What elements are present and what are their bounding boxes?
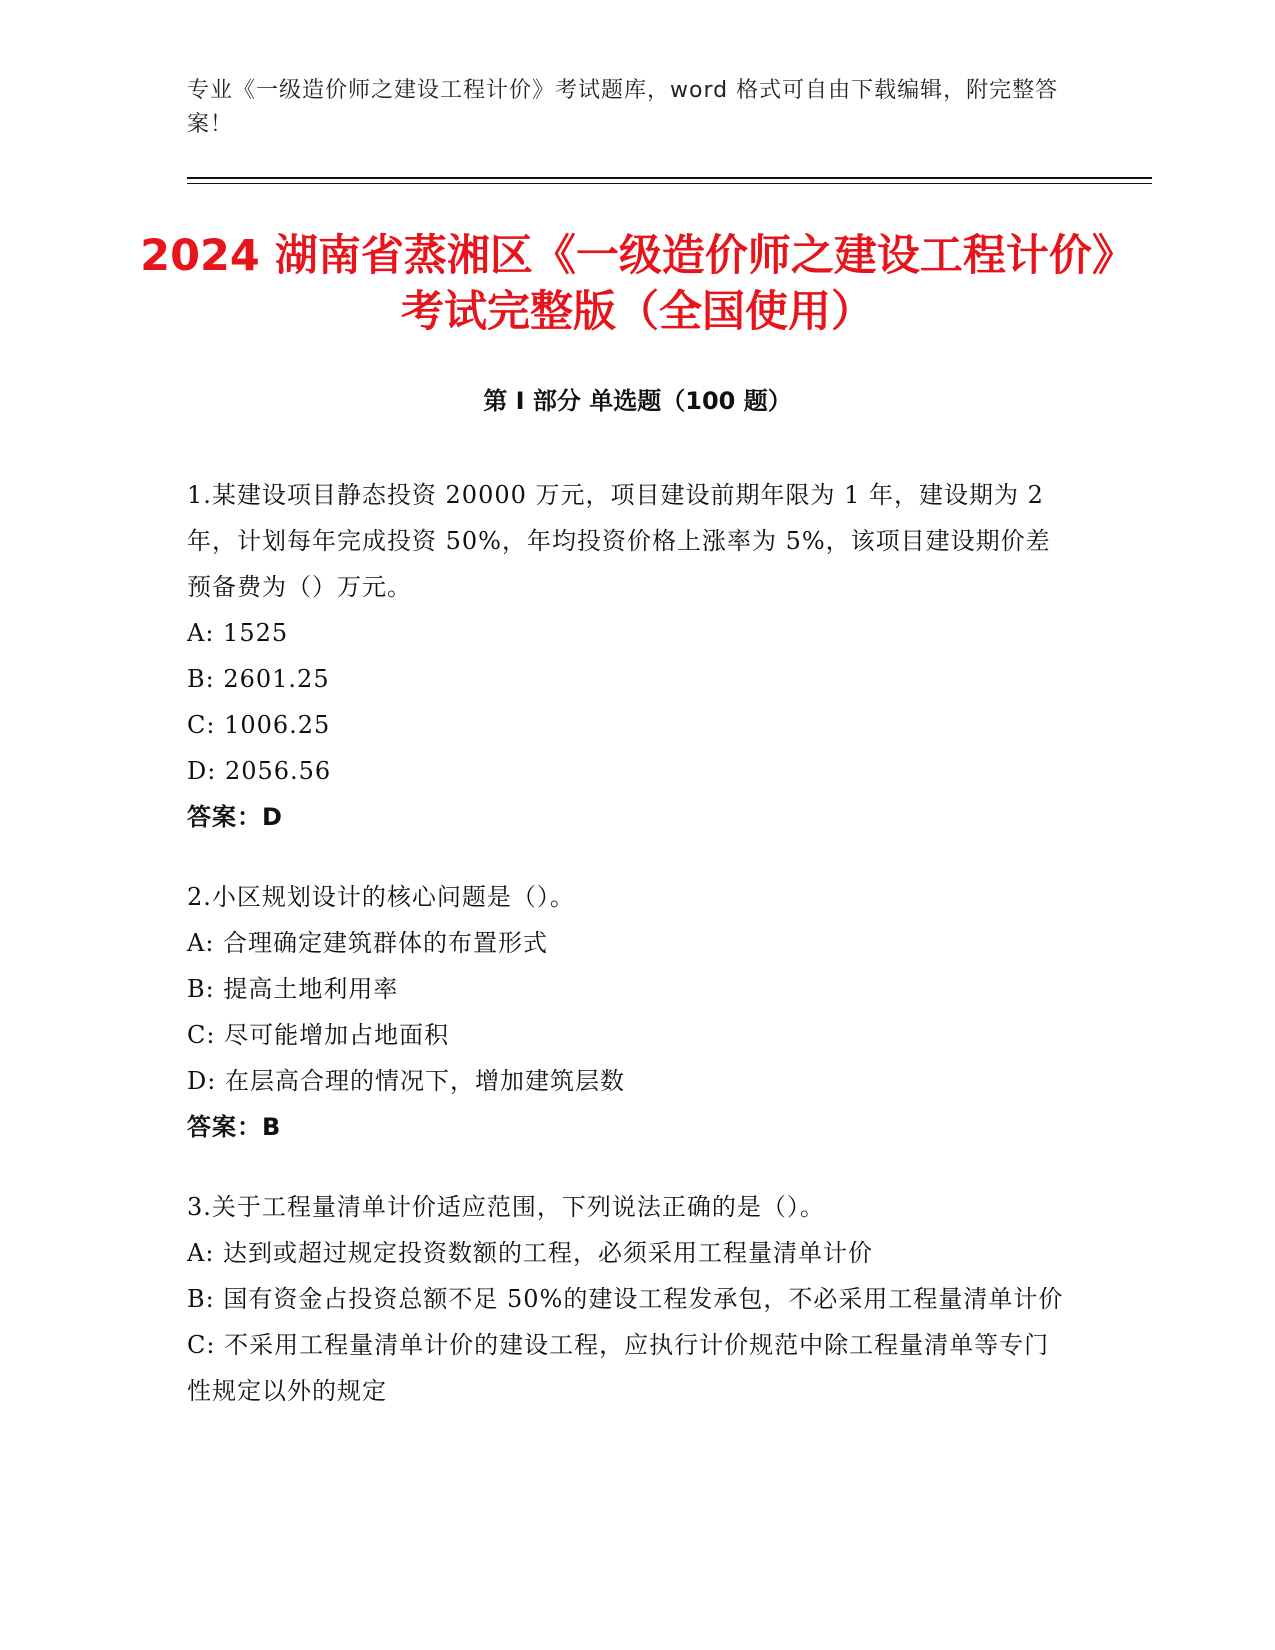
question-3 [187, 1184, 1067, 1414]
question-1 [187, 472, 1067, 840]
option-b: B: 2601.25 [187, 665, 330, 693]
document-title: 2024 湖南省蒸湘区《一级造价师之建设工程计价》考试完整版（全国使用） [140, 231, 1135, 337]
answer-label: 答案：D [187, 803, 283, 831]
option-c: C: 不采用工程量清单计价的建设工程，应执行计价规范中除工程量清单等专门性规定以外的规定 [187, 1331, 1050, 1405]
option-a: A: 达到或超过规定投资数额的工程，必须采用工程量清单计价 [187, 1239, 874, 1267]
question-stem: 3.关于工程量清单计价适应范围，下列说法正确的是（）。 [187, 1193, 825, 1221]
option-d: D: 2056.56 [187, 757, 332, 785]
option-c: C: 尽可能增加占地面积 [187, 1021, 450, 1049]
section-heading: 第 I 部分 单选题（100 题） [483, 387, 792, 415]
header-divider-thin [187, 183, 1152, 184]
option-a: A: 1525 [187, 619, 289, 647]
option-b: B: 提高土地利用率 [187, 975, 399, 1003]
question-stem: 1.某建设项目静态投资 20000 万元，项目建设前期年限为 1 年，建设期为 2 年，计划每年完成投资 50%，年均投资价格上涨率为 5%，该项目建设期价差预备费为（）万元。 [187, 481, 1051, 601]
header-note: 专业《一级造价师之建设工程计价》考试题库，word 格式可自由下载编辑，附完整答案！ [187, 78, 1059, 137]
question-list [187, 472, 1067, 1448]
option-c: C: 1006.25 [187, 711, 331, 739]
question-2 [187, 874, 1067, 1150]
option-d: D: 在层高合理的情况下，增加建筑层数 [187, 1067, 625, 1095]
option-b: B: 国有资金占投资总额不足 50%的建设工程发承包，不必采用工程量清单计价 [187, 1285, 1064, 1313]
answer-label: 答案：B [187, 1113, 282, 1141]
option-a: A: 合理确定建筑群体的布置形式 [187, 929, 549, 957]
question-stem: 2.小区规划设计的核心问题是（）。 [187, 883, 575, 911]
header-divider [187, 177, 1152, 179]
